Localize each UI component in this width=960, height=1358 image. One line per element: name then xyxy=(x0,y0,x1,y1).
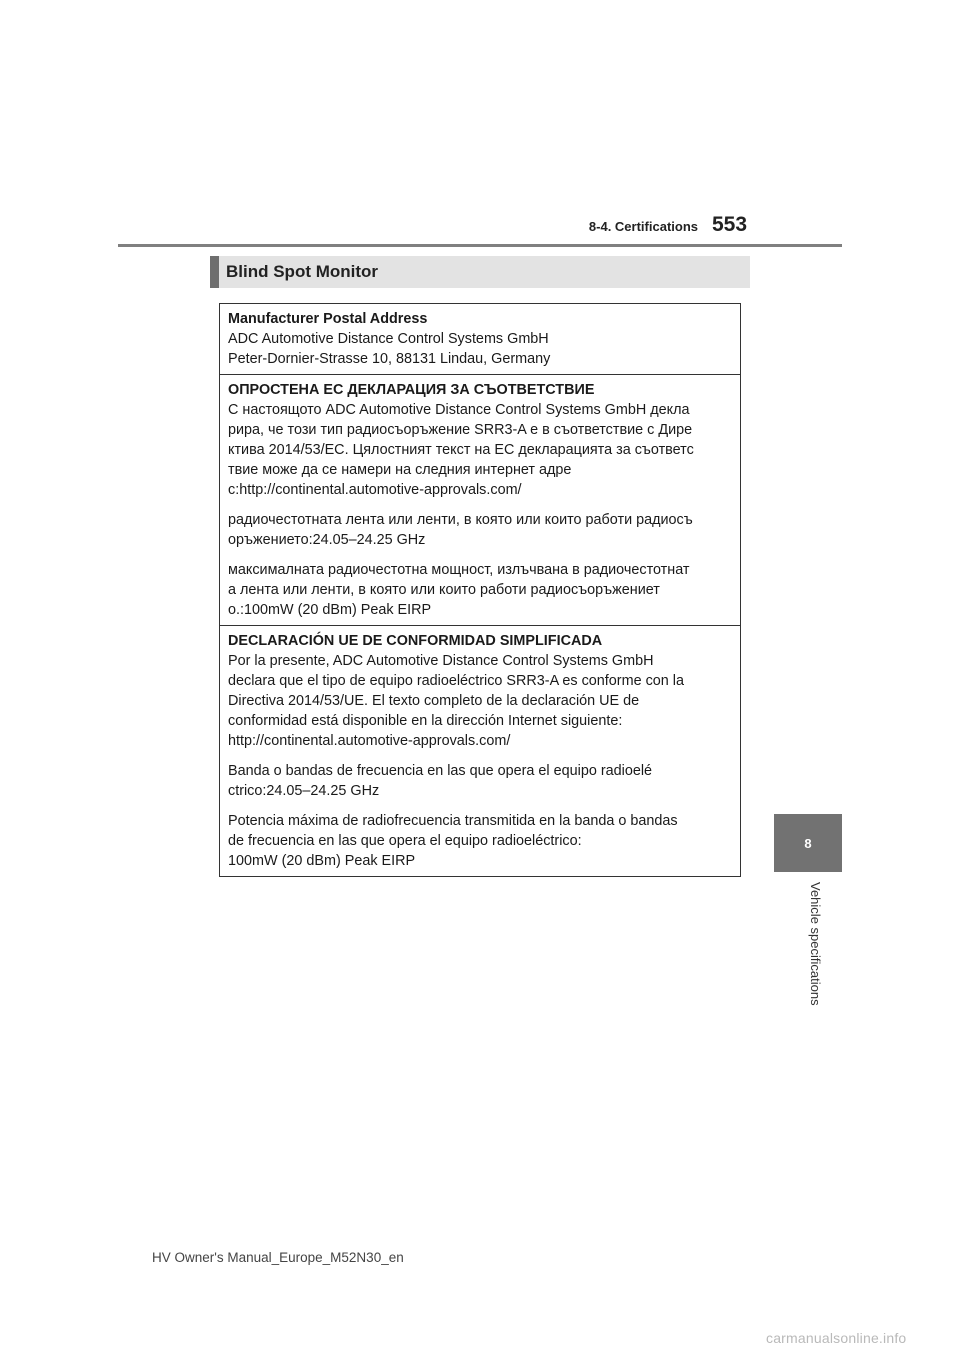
frequency-line: Banda o bandas de frecuencia en las que opera el equipo radioelé xyxy=(228,763,653,779)
frequency-line: ctrico:24.05–24.25 GHz xyxy=(228,783,380,799)
manufacturer-line: ADC Automotive Distance Control Systems GmbH xyxy=(228,331,549,347)
page-number: 553 xyxy=(712,213,748,236)
manufacturer-section xyxy=(220,304,740,374)
frequency-line: радиочестотната лента или ленти, в която или които работи радиосъ xyxy=(228,512,693,528)
declaration-line: conformidad está disponible en la dirección Internet siguiente: xyxy=(228,713,623,729)
frequency-line: оръжението:24.05–24.25 GHz xyxy=(228,532,426,548)
declaration-line: ктива 2014/53/ЕС. Цялостният текст на ЕС декларацията за съответс xyxy=(228,442,694,458)
manufacturer-line: Peter-Dornier-Strasse 10, 88131 Lindau, Germany xyxy=(228,351,551,367)
power-line: de frecuencia en las que opera el equipo radioeléctrico: xyxy=(228,833,582,849)
chapter-title: Vehicle specifications xyxy=(808,882,823,1006)
power-line: о.:100mW (20 dBm) Peak EIRP xyxy=(228,602,432,618)
declaration-line: Directiva 2014/53/UE. El texto completo de la declaración UE de xyxy=(228,693,640,709)
header-divider xyxy=(118,244,842,247)
declaration-line: твие може да се намери на следния интернет адре xyxy=(228,462,572,478)
power-line: а лента или ленти, в която или които работи радиосъоръжениет xyxy=(228,582,660,598)
chapter-number: 8 xyxy=(804,835,812,851)
declaration-line: рира, че този тип радиосъоръжение SRR3-A е в съответствие с Дире xyxy=(228,422,693,438)
bulgarian-declaration-section xyxy=(220,374,740,625)
manufacturer-title: Manufacturer Postal Address xyxy=(228,311,428,327)
certification-table xyxy=(219,303,741,877)
chapter-tab xyxy=(774,814,842,872)
declaration-line: С настоящото ADC Automotive Distance Control Systems GmbH декла xyxy=(228,402,690,418)
declaration-line: Por la presente, ADC Automotive Distance Control Systems GmbH xyxy=(228,653,654,669)
spanish-declaration-title: DECLARACIÓN UE DE CONFORMIDAD SIMPLIFICADA xyxy=(228,633,603,649)
watermark: carmanualsonline.info xyxy=(766,1330,907,1346)
declaration-line: declara que el tipo de equipo radioeléctrico SRR3-A es conforme con la xyxy=(228,673,684,689)
bulgarian-declaration-title: ОПРОСТЕНА ЕС ДЕКЛАРАЦИЯ ЗА СЪОТВЕТСТВИЕ xyxy=(228,382,595,398)
declaration-line: http://continental.automotive-approvals.com/ xyxy=(228,733,511,749)
section-heading-text: Blind Spot Monitor xyxy=(226,262,379,281)
section-label: 8-4. Certifications xyxy=(588,219,698,234)
section-heading xyxy=(210,256,750,288)
power-line: 100mW (20 dBm) Peak EIRP xyxy=(228,853,416,869)
power-line: максималната радиочестотна мощност, излъчвана в радиочестотнат xyxy=(228,562,690,578)
power-line: Potencia máxima de radiofrecuencia transmitida en la banda o bandas xyxy=(228,813,678,829)
spanish-declaration-section xyxy=(220,625,740,876)
footer-manual-id: HV Owner's Manual_Europe_M52N30_en xyxy=(152,1250,404,1265)
declaration-line: c:http://continental.automotive-approvals.com/ xyxy=(228,482,522,498)
